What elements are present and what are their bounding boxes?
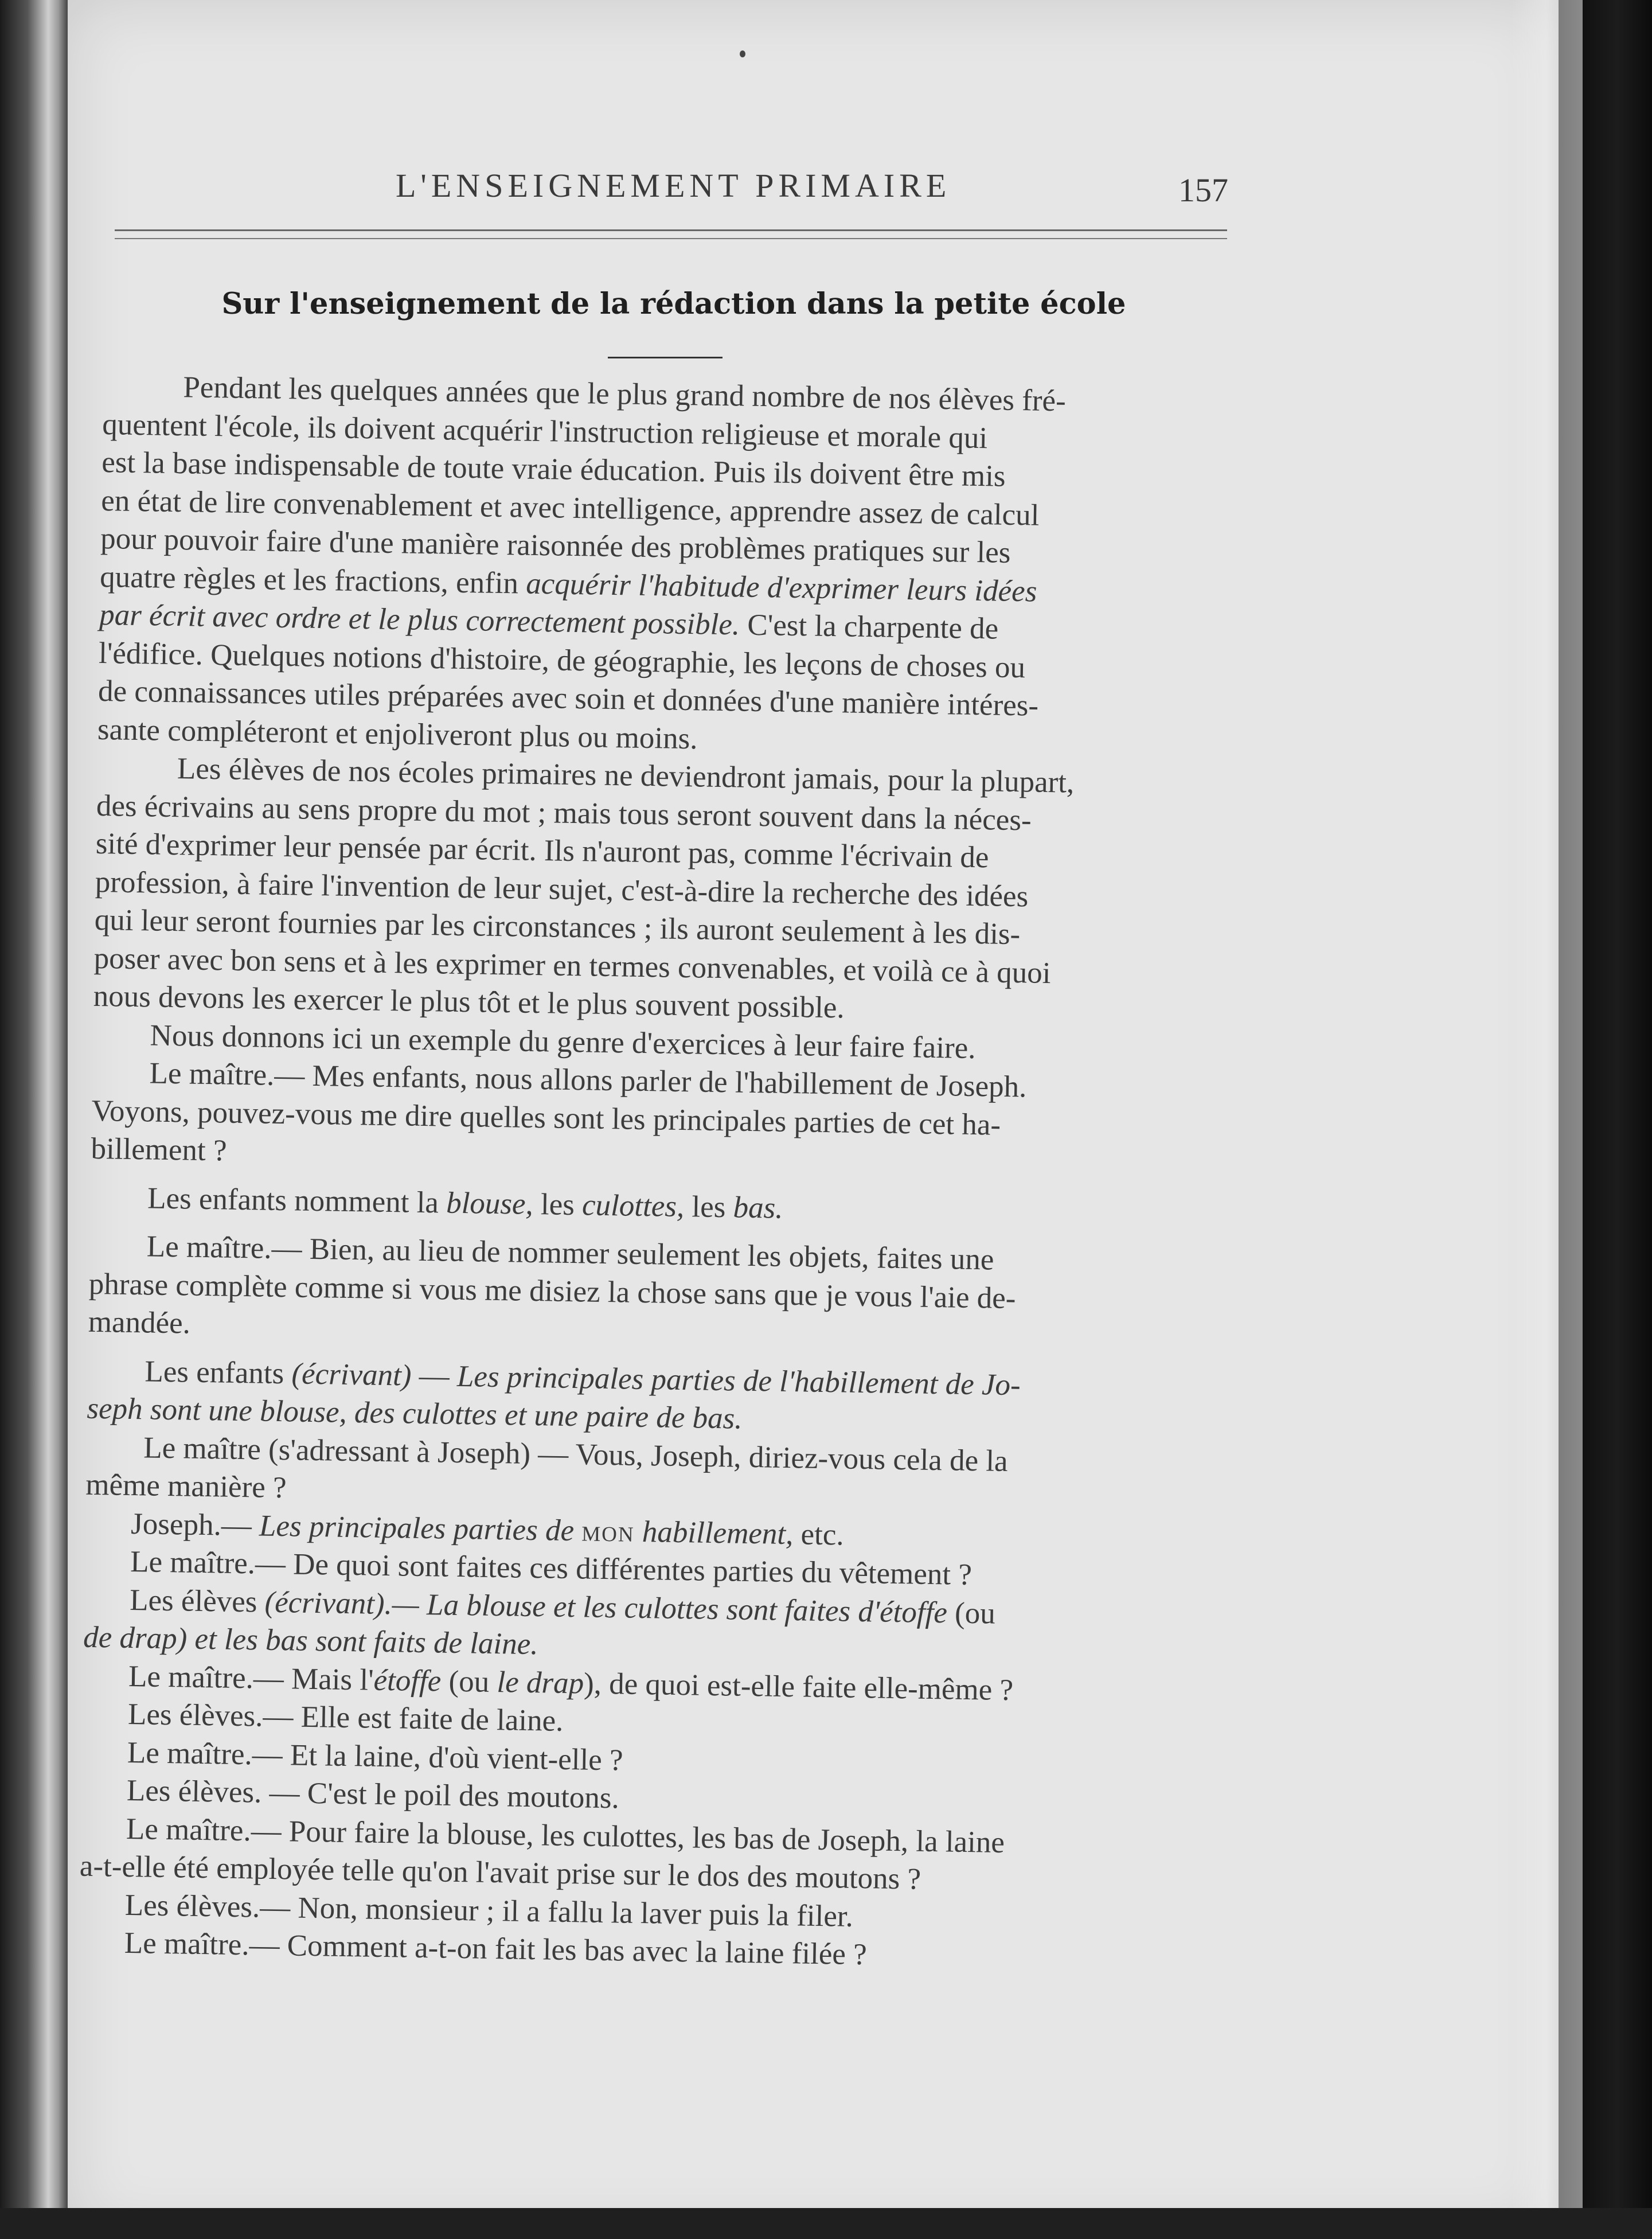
article-body [78,367,1224,1979]
text-run: (ou [440,1664,497,1699]
text-run: les [533,1187,583,1222]
text-run: profession, à faire l'invention de leur sujet, c'est-à-dire la recherche des idées [95,865,1029,913]
scan-background [1583,0,1652,2239]
text-run: Les élèves.— Elle est faite de laine. [127,1697,564,1738]
text-run: quatre règles et les fractions, enfin [99,560,526,600]
text-run: — [411,1359,458,1393]
running-title: L'ENSEIGNEMENT PRIMAIRE [396,167,951,204]
text-run: l'édifice. Quelques notions d'histoire, de géographie, les leçons de choses ou [98,636,1026,684]
text-run: Pendant les quelques années que le plus grand nombre de nos élèves fré- [183,370,1067,418]
text-run: Le maître.— Mes enfants, nous allons parler de l'habillement de Joseph. [149,1056,1027,1104]
header-rule [115,229,1227,239]
italic-run: (écrivant).— La blouse et les culottes sont faites d'étoffe [264,1585,948,1629]
title-rule [608,357,722,358]
text-run: etc. [792,1517,845,1552]
italic-run: de drap) et les bas sont faits de laine. [83,1620,539,1661]
page-number: 157 [1178,171,1228,209]
text-run: sité d'exprimer leur pensée par écrit. Ils n'auront pas, comme l'écrivain de [95,826,989,875]
text-run: Les élèves de nos écoles primaires ne deviendront jamais, pour la plupart, [177,752,1075,799]
text-run: Les élèves [129,1583,265,1619]
text-run: en état de lire convenablement et avec intelligence, apprendre assez de calcul [100,483,1040,532]
text-run: de connaissances utiles préparées avec soin et données d'une manière intéres- [97,674,1039,723]
italic-run: culottes, [581,1188,685,1223]
text-run: (ou [947,1596,996,1631]
text-run: Les élèves.— Non, monsieur ; il a fallu la laver puis la filer. [124,1888,854,1933]
text-run: Voyons, pouvez-vous me dire quelles sont les principales parties de cet ha- [91,1094,1001,1142]
text-run: nous devons les exercer le plus tôt et le plus souvent possible. [93,979,845,1025]
text-run: Nous donnons ici un exemple du genre d'exercices à leur faire faire. [150,1018,976,1065]
running-header [115,166,1233,212]
italic-run: bas. [733,1190,783,1225]
text-run: Le maître.— Et la laine, d'où vient-elle ? [127,1735,623,1777]
text-run: poser avec bon sens et à les exprimer en termes convenables, et voilà ce à quoi [93,941,1051,990]
italic-run: étoffe [373,1663,442,1698]
text-run: mandée. [88,1305,191,1340]
article-title: Sur l'enseignement de la rédaction dans la petite école [221,287,1126,321]
text-run: même manière ? [85,1468,287,1505]
text-run: ), de quoi est-elle faite elle-même ? [583,1666,1014,1707]
text-run: Le maître.— De quoi sont faites ces différentes parties du vêtement ? [130,1545,973,1592]
italic-run: blouse, [446,1186,534,1221]
italic-run: Les principales parties de [259,1509,582,1547]
italic-run: seph sont une blouse, des culottes et une paire de bas. [87,1391,743,1436]
text-run: a-t-elle été employée telle qu'on l'avait prise sur le dos des moutons ? [79,1849,921,1896]
small-caps-run: mon [581,1514,635,1548]
italic-run: Les principales parties de l'habillement de Jo- [456,1359,1021,1402]
italic-run: habillement, [634,1515,794,1551]
adjacent-page-edge [0,0,69,2239]
text-run: qui leur seront fournies par les circonstances ; ils auront seulement à les dis- [94,903,1021,951]
text-run: phrase complète comme si vous me disiez la chose sans que je vous l'aie de- [88,1267,1016,1315]
italic-run: le drap [497,1665,584,1700]
italic-run: acquérir l'habitude d'exprimer leurs idées [525,567,1037,608]
print-speck [740,50,745,57]
text-run: Le maître.— Comment a-t-on fait les bas avec la laine filée ? [124,1926,868,1972]
italic-run: par écrit avec ordre et le plus correctement possible. [99,598,740,642]
italic-run: (écrivant) [291,1356,412,1392]
text-run: Le maître.— Bien, au lieu de nommer seulement les objets, faites une [146,1230,994,1277]
text-run: Les enfants [144,1354,292,1390]
text-run: des écrivains au sens propre du mot ; mais tous seront souvent dans la néces- [96,789,1032,837]
text-run: C'est la charpente de [739,608,999,646]
text-run: pour pouvoir faire d'une manière raisonnée des problèmes pratiques sur les [100,521,1011,569]
text-run: Joseph.— [130,1507,260,1543]
text-run: quentent l'école, ils doivent acquérir l'instruction religieuse et morale qui [101,407,988,455]
text-run: Le maître.— Mais l' [128,1659,374,1697]
scan-bottom-edge [0,2208,1652,2239]
text-run: sante compléteront et enjoliveront plus ou moins. [97,712,698,755]
text-run: est la base indispensable de toute vraie éducation. Puis ils doivent être mis [101,445,1006,493]
text-run: Le maître (s'adressant à Joseph) — Vous, Joseph, diriez-vous cela de la [143,1430,1009,1478]
text-run: Les enfants nomment la [147,1181,447,1220]
text-run: Le maître.— Pour faire la blouse, les culottes, les bas de Joseph, la laine [126,1812,1005,1859]
text-run: Les élèves. — C'est le poil des moutons. [126,1773,620,1815]
text-run: billement ? [91,1132,227,1168]
text-run: les [684,1189,734,1224]
